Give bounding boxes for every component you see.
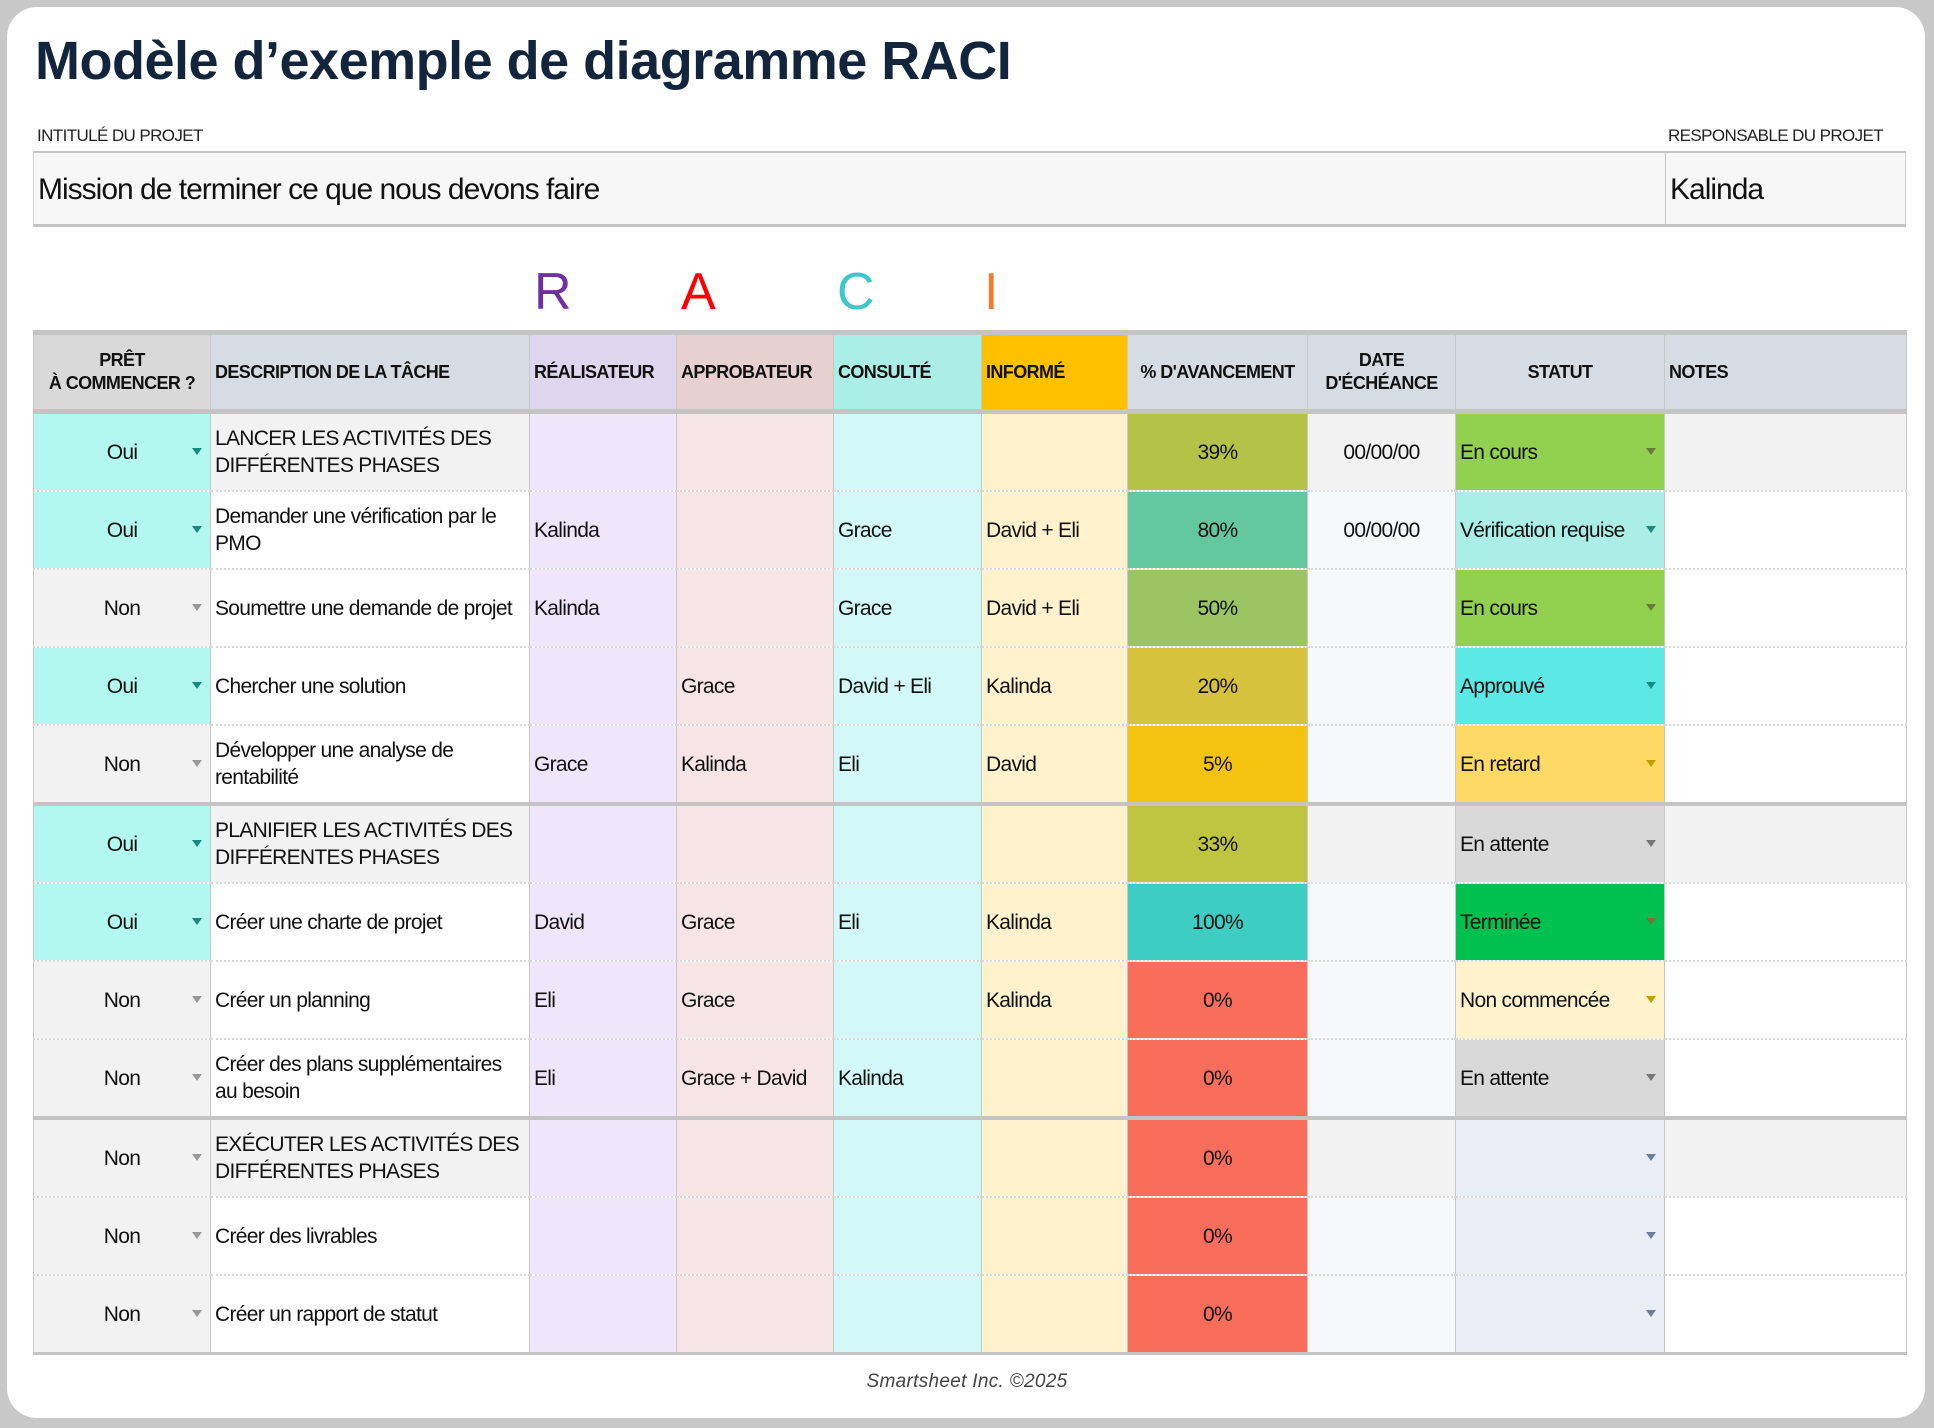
notes-cell[interactable] <box>1665 647 1907 725</box>
task-description[interactable]: Soumettre une demande de projet <box>211 569 530 647</box>
responsible-cell[interactable]: Eli <box>530 961 677 1039</box>
progress-cell[interactable]: 0% <box>1128 961 1308 1039</box>
header-progress <box>1128 333 1308 412</box>
ready-value: Non <box>103 752 141 776</box>
header-label: INFORMÉ <box>986 361 1065 382</box>
status-dropdown[interactable] <box>1456 491 1665 569</box>
header-ready <box>34 333 211 412</box>
header-label: % D'AVANCEMENT <box>1140 361 1295 382</box>
chevron-down-icon[interactable] <box>192 1154 202 1161</box>
header-label: PRÊT <box>99 350 145 370</box>
status-dropdown[interactable] <box>1456 725 1665 804</box>
progress-cell[interactable]: 33% <box>1128 804 1308 883</box>
due-date-cell[interactable] <box>1308 569 1456 647</box>
header-consulted <box>834 333 982 412</box>
due-date-cell[interactable] <box>1308 961 1456 1039</box>
header-task <box>211 333 530 412</box>
chevron-down-icon[interactable] <box>1646 526 1656 533</box>
status-value: En attente <box>1460 832 1549 856</box>
ready-value: Non <box>103 988 141 1012</box>
progress-cell[interactable]: 20% <box>1128 647 1308 725</box>
task-row <box>34 883 1907 961</box>
due-date-cell[interactable] <box>1308 1118 1456 1197</box>
due-date-cell[interactable] <box>1308 647 1456 725</box>
informed-cell[interactable] <box>982 1275 1128 1354</box>
ready-dropdown[interactable] <box>34 725 211 804</box>
task-description[interactable]: Développer une analyse de rentabilité <box>211 725 530 804</box>
phase-row <box>34 412 1907 492</box>
responsible-cell[interactable]: Eli <box>530 1039 677 1118</box>
accountable-cell[interactable] <box>677 569 834 647</box>
notes-cell[interactable] <box>1665 804 1907 883</box>
task-row <box>34 725 1907 804</box>
task-description[interactable]: Demander une vérification par le PMO <box>211 491 530 569</box>
ready-dropdown[interactable] <box>34 647 211 725</box>
accountable-cell[interactable] <box>677 412 834 492</box>
header-informed <box>982 333 1128 412</box>
task-row <box>34 647 1907 725</box>
due-date-cell[interactable] <box>1308 1197 1456 1275</box>
header-due-date <box>1308 333 1456 412</box>
responsible-cell[interactable]: David <box>530 883 677 961</box>
consulted-cell[interactable]: Eli <box>834 883 982 961</box>
project-lead-field[interactable]: Kalinda <box>1670 173 1764 206</box>
project-info-box <box>33 151 1906 227</box>
responsible-cell[interactable] <box>530 1275 677 1354</box>
chevron-down-icon[interactable] <box>1646 1074 1656 1081</box>
ready-dropdown[interactable] <box>34 883 211 961</box>
responsible-cell[interactable] <box>530 804 677 883</box>
phase-row <box>34 1118 1907 1197</box>
consulted-cell[interactable]: Grace <box>834 491 982 569</box>
accountable-cell[interactable] <box>677 1275 834 1354</box>
informed-cell[interactable] <box>982 1039 1128 1118</box>
phase-row <box>34 804 1907 883</box>
progress-cell[interactable]: 39% <box>1128 412 1308 492</box>
ready-value: Oui <box>106 674 138 698</box>
status-value: Vérification requise <box>1460 518 1625 542</box>
header-accountable <box>677 333 834 412</box>
informed-cell[interactable] <box>982 1197 1128 1275</box>
chevron-down-icon[interactable] <box>1646 918 1656 925</box>
progress-cell[interactable]: 0% <box>1128 1039 1308 1118</box>
chevron-down-icon[interactable] <box>1646 682 1656 689</box>
status-value: Approuvé <box>1460 674 1545 698</box>
task-row <box>34 961 1907 1039</box>
consulted-cell[interactable]: David + Eli <box>834 647 982 725</box>
raci-letter-a: A <box>681 263 716 321</box>
chevron-down-icon[interactable] <box>1646 1310 1656 1317</box>
header-status <box>1456 333 1665 412</box>
page-title: Modèle d’exemple de diagramme RACI <box>35 31 1012 91</box>
raci-table <box>33 330 1907 1355</box>
accountable-cell[interactable] <box>677 1197 834 1275</box>
chevron-down-icon[interactable] <box>192 1310 202 1317</box>
accountable-cell[interactable]: Grace <box>677 961 834 1039</box>
ready-dropdown[interactable] <box>34 1197 211 1275</box>
due-date-cell[interactable] <box>1308 725 1456 804</box>
responsible-cell[interactable] <box>530 412 677 492</box>
status-dropdown[interactable] <box>1456 647 1665 725</box>
status-dropdown[interactable] <box>1456 961 1665 1039</box>
status-value: En retard <box>1460 752 1541 776</box>
due-date-cell[interactable] <box>1308 1275 1456 1354</box>
task-description[interactable]: Créer un rapport de statut <box>211 1275 530 1354</box>
chevron-down-icon[interactable] <box>1646 604 1656 611</box>
consulted-cell[interactable]: Kalinda <box>834 1039 982 1118</box>
notes-cell[interactable] <box>1665 1197 1907 1275</box>
chevron-down-icon[interactable] <box>1646 840 1656 847</box>
status-dropdown[interactable] <box>1456 883 1665 961</box>
raci-letter-r: R <box>534 263 572 321</box>
project-lead-cell <box>1665 153 1764 224</box>
task-row <box>34 1039 1907 1118</box>
header-label: RÉALISATEUR <box>534 361 655 382</box>
responsible-cell[interactable]: Kalinda <box>530 491 677 569</box>
status-value: Terminée <box>1460 910 1541 934</box>
progress-cell[interactable]: 0% <box>1128 1118 1308 1197</box>
notes-cell[interactable] <box>1665 569 1907 647</box>
status-value: En cours <box>1460 440 1538 464</box>
progress-cell[interactable]: 100% <box>1128 883 1308 961</box>
consulted-cell[interactable] <box>834 1275 982 1354</box>
ready-value: Non <box>103 1302 141 1326</box>
accountable-cell[interactable] <box>677 491 834 569</box>
notes-cell[interactable] <box>1665 1039 1907 1118</box>
accountable-cell[interactable]: Grace + David <box>677 1039 834 1118</box>
ready-dropdown[interactable] <box>34 569 211 647</box>
chevron-down-icon[interactable] <box>1646 996 1656 1003</box>
task-row <box>34 1275 1907 1354</box>
chevron-down-icon[interactable] <box>192 682 202 689</box>
informed-cell[interactable] <box>982 412 1128 492</box>
ready-dropdown[interactable] <box>34 412 211 492</box>
header-label: STATUT <box>1527 361 1593 382</box>
chevron-down-icon[interactable] <box>1646 448 1656 455</box>
chevron-down-icon[interactable] <box>192 760 202 767</box>
task-row <box>34 569 1907 647</box>
consulted-cell[interactable] <box>834 1118 982 1197</box>
chevron-down-icon[interactable] <box>192 996 202 1003</box>
task-description[interactable]: Créer des livrables <box>211 1197 530 1275</box>
responsible-cell[interactable]: Kalinda <box>530 569 677 647</box>
footer-copyright: Smartsheet Inc. ©2025 <box>866 1371 1068 1392</box>
chevron-down-icon[interactable] <box>192 1074 202 1081</box>
ready-dropdown[interactable] <box>34 804 211 883</box>
project-name-label: INTITULÉ DU PROJET <box>37 126 203 145</box>
status-value: En attente <box>1460 1066 1549 1090</box>
status-value: En cours <box>1460 596 1538 620</box>
status-value: Non commencée <box>1460 988 1610 1012</box>
ready-value: Non <box>103 1066 141 1090</box>
chevron-down-icon[interactable] <box>192 918 202 925</box>
notes-cell[interactable] <box>1665 1118 1907 1197</box>
chevron-down-icon[interactable] <box>192 840 202 847</box>
progress-cell[interactable]: 80% <box>1128 491 1308 569</box>
chevron-down-icon[interactable] <box>1646 760 1656 767</box>
header-label: DESCRIPTION DE LA TÂCHE <box>215 361 450 382</box>
chevron-down-icon[interactable] <box>192 604 202 611</box>
ready-value: Oui <box>106 518 138 542</box>
consulted-cell[interactable] <box>834 412 982 492</box>
status-dropdown[interactable] <box>1456 569 1665 647</box>
notes-cell[interactable] <box>1665 961 1907 1039</box>
due-date-cell[interactable]: 00/00/00 <box>1308 491 1456 569</box>
progress-cell[interactable]: 5% <box>1128 725 1308 804</box>
raci-letter-i: I <box>984 263 999 321</box>
header-label: CONSULTÉ <box>838 361 931 382</box>
ready-value: Oui <box>106 440 138 464</box>
ready-dropdown[interactable] <box>34 491 211 569</box>
ready-dropdown[interactable] <box>34 961 211 1039</box>
header-label: À COMMENCER ? <box>48 373 196 393</box>
task-description[interactable]: Créer un planning <box>211 961 530 1039</box>
chevron-down-icon[interactable] <box>192 1232 202 1239</box>
project-name-field[interactable]: Mission de terminer ce que nous devons faire <box>38 173 600 206</box>
header-label: D'ÉCHÉANCE <box>1325 373 1438 393</box>
header-label: NOTES <box>1669 361 1729 382</box>
ready-value: Oui <box>106 910 138 934</box>
responsible-cell[interactable]: Grace <box>530 725 677 804</box>
raci-letter-c: C <box>837 263 875 321</box>
responsible-cell[interactable] <box>530 1118 677 1197</box>
due-date-cell[interactable] <box>1308 883 1456 961</box>
ready-dropdown[interactable] <box>34 1118 211 1197</box>
chevron-down-icon[interactable] <box>192 448 202 455</box>
ready-value: Non <box>103 596 141 620</box>
status-dropdown[interactable] <box>1456 412 1665 492</box>
consulted-cell[interactable]: Grace <box>834 569 982 647</box>
chevron-down-icon[interactable] <box>1646 1154 1656 1161</box>
header-label: DATE <box>1358 350 1405 370</box>
ready-dropdown[interactable] <box>34 1275 211 1354</box>
notes-cell[interactable] <box>1665 412 1907 492</box>
status-dropdown[interactable] <box>1456 1197 1665 1275</box>
consulted-cell[interactable] <box>834 1197 982 1275</box>
table-header-row <box>34 333 1907 412</box>
status-dropdown[interactable] <box>1456 1275 1665 1354</box>
notes-cell[interactable] <box>1665 883 1907 961</box>
status-dropdown[interactable] <box>1456 804 1665 883</box>
notes-cell[interactable] <box>1665 1275 1907 1354</box>
notes-cell[interactable] <box>1665 491 1907 569</box>
header-label: APPROBATEUR <box>681 361 813 382</box>
accountable-cell[interactable]: Grace <box>677 647 834 725</box>
task-description[interactable]: PLANIFIER LES ACTIVITÉS DES DIFFÉRENTES PHASES <box>211 804 530 883</box>
task-description[interactable]: Créer des plans supplémentaires au besoin <box>211 1039 530 1118</box>
task-description[interactable]: Chercher une solution <box>211 647 530 725</box>
accountable-cell[interactable]: Grace <box>677 883 834 961</box>
responsible-cell[interactable] <box>530 1197 677 1275</box>
informed-cell[interactable] <box>982 1118 1128 1197</box>
accountable-cell[interactable]: Kalinda <box>677 725 834 804</box>
informed-cell[interactable]: David + Eli <box>982 569 1128 647</box>
status-dropdown[interactable] <box>1456 1118 1665 1197</box>
ready-value: Oui <box>106 832 138 856</box>
task-description[interactable]: LANCER LES ACTIVITÉS DES DIFFÉRENTES PHASES <box>211 412 530 492</box>
accountable-cell[interactable] <box>677 1118 834 1197</box>
accountable-cell[interactable] <box>677 804 834 883</box>
chevron-down-icon[interactable] <box>192 526 202 533</box>
informed-cell[interactable]: Kalinda <box>982 961 1128 1039</box>
project-lead-label: RESPONSABLE DU PROJET <box>1668 126 1884 145</box>
notes-cell[interactable] <box>1665 725 1907 804</box>
task-description[interactable]: Créer une charte de projet <box>211 883 530 961</box>
task-description[interactable]: EXÉCUTER LES ACTIVITÉS DES DIFFÉRENTES PHASES <box>211 1118 530 1197</box>
consulted-cell[interactable] <box>834 804 982 883</box>
progress-cell[interactable]: 0% <box>1128 1275 1308 1354</box>
progress-cell[interactable]: 50% <box>1128 569 1308 647</box>
informed-cell[interactable] <box>982 804 1128 883</box>
informed-cell[interactable]: Kalinda <box>982 883 1128 961</box>
header-notes <box>1665 333 1907 412</box>
consulted-cell[interactable] <box>834 961 982 1039</box>
header-responsible <box>530 333 677 412</box>
responsible-cell[interactable] <box>530 647 677 725</box>
due-date-cell[interactable]: 00/00/00 <box>1308 412 1456 492</box>
due-date-cell[interactable] <box>1308 804 1456 883</box>
chevron-down-icon[interactable] <box>1646 1232 1656 1239</box>
ready-value: Non <box>103 1146 141 1170</box>
task-row <box>34 1197 1907 1275</box>
ready-value: Non <box>103 1224 141 1248</box>
informed-cell[interactable]: David + Eli <box>982 491 1128 569</box>
consulted-cell[interactable]: Eli <box>834 725 982 804</box>
informed-cell[interactable]: Kalinda <box>982 647 1128 725</box>
informed-cell[interactable]: David <box>982 725 1128 804</box>
progress-cell[interactable]: 0% <box>1128 1197 1308 1275</box>
due-date-cell[interactable] <box>1308 1039 1456 1118</box>
task-row <box>34 491 1907 569</box>
ready-dropdown[interactable] <box>34 1039 211 1118</box>
status-dropdown[interactable] <box>1456 1039 1665 1118</box>
